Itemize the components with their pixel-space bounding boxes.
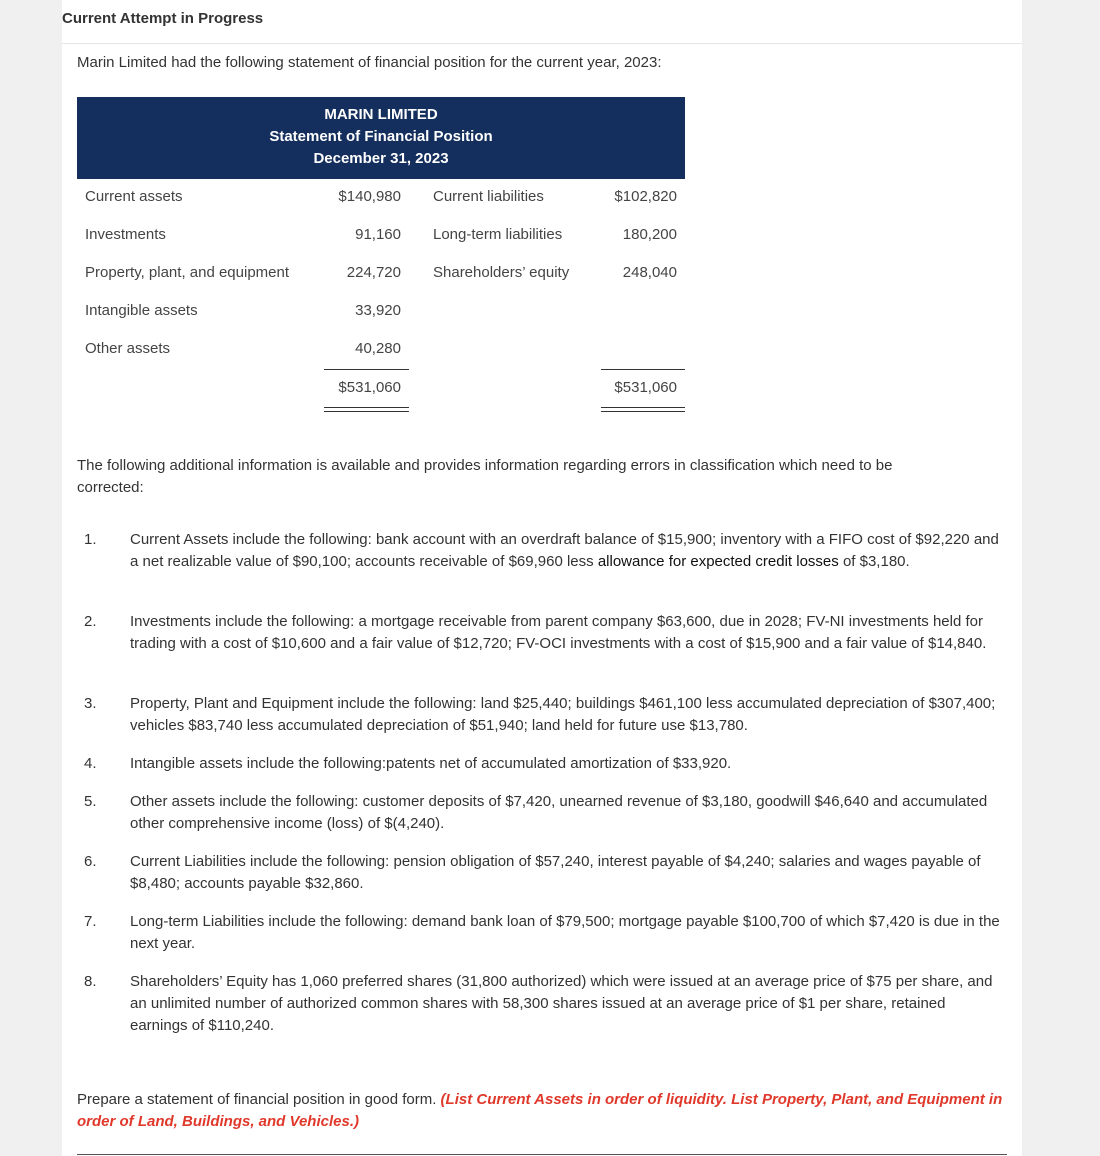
total-liabilities-equity: $531,060 <box>614 379 677 396</box>
asset-amount: 33,920 <box>355 302 401 319</box>
total-double-rule <box>324 407 409 412</box>
total-double-rule <box>601 407 685 412</box>
liability-amount: $102,820 <box>614 188 677 205</box>
instructions-emphasis: (List Current Assets in order of liquidity. List Property, Plant, and Equipment in order of Land, Buildings, and Vehicles.) <box>77 1091 1003 1130</box>
item-number: 2. <box>84 613 97 630</box>
liability-amount: 180,200 <box>622 226 677 243</box>
company-name: MARIN LIMITED <box>324 106 438 123</box>
asset-label: Other assets <box>85 340 171 357</box>
statement-row <box>77 293 685 331</box>
item-text-end: of $3,180. <box>838 553 910 570</box>
item-text: Long-term Liabilities include the following: demand bank loan of $79,500; mortgage payable $100,700 of which $7,420 is due in the next year. <box>130 913 1000 952</box>
item-text: Current Liabilities include the following: pension obligation of $57,240, interest payable of $4,240; salaries and wages payable of $8,480; accounts payable $32,860. <box>130 853 981 892</box>
asset-label: Investments <box>85 226 166 243</box>
item-number: 8. <box>84 973 97 990</box>
statement-total-row <box>77 370 685 408</box>
asset-label: Property, plant, and equipment <box>85 264 290 281</box>
asset-label: Current assets <box>85 188 183 205</box>
item-number: 3. <box>84 695 97 712</box>
glossary-link[interactable]: allowance for expected credit losses <box>597 553 839 570</box>
instructions-text: Prepare a statement of financial position in good form. <box>77 1091 441 1108</box>
asset-label: Intangible assets <box>85 302 198 319</box>
item-number: 7. <box>84 913 97 930</box>
item-text <box>130 529 1005 573</box>
statement-row <box>77 179 685 217</box>
divider <box>77 1154 1007 1155</box>
liability-label: Current liabilities <box>433 188 544 205</box>
item-number: 1. <box>84 531 97 548</box>
divider <box>62 43 1022 44</box>
asset-amount: 40,280 <box>355 340 401 357</box>
item-text: Investments include the following: a mortgage receivable from parent company $63,600, due in 2028; FV-NI investments held for trading with a cost of $10,600 and a fair value of $12,720; FV-OCI investments with a cost of $15,900 and a fair value of $14,840. <box>130 613 987 652</box>
item-number: 4. <box>84 755 97 772</box>
item-text: Other assets include the following: customer deposits of $7,420, unearned revenue of $3,180, goodwill $46,640 and accumulated other comprehensive income (loss) of $(4,240). <box>130 793 988 832</box>
item-text-start: Current Assets include the following: bank account with an overdraft balance of $15,900; inventory with a FIFO cost of $92,220 and a net realizable value of $90,100; accounts receivable of $69,960 less <box>130 531 999 570</box>
item-number: 6. <box>84 853 97 870</box>
equity-label: Shareholders’ equity <box>433 264 570 281</box>
instructions <box>77 1089 1007 1133</box>
additional-info-text: The following additional information is available and provides information regarding errors in classification which need to be corrected: <box>77 457 893 496</box>
statement-header <box>77 97 685 179</box>
item-number: 5. <box>84 793 97 810</box>
intro-text: Marin Limited had the following statement of financial position for the current year, 2023: <box>77 54 662 71</box>
statement-row <box>77 217 685 255</box>
item-text: Intangible assets include the following:patents net of accumulated amortization of $33,920. <box>130 755 732 772</box>
statement-row <box>77 331 685 369</box>
statement-date: December 31, 2023 <box>313 150 449 167</box>
equity-amount: 248,040 <box>622 264 677 281</box>
total-assets: $531,060 <box>338 379 401 396</box>
item-text: Property, Plant and Equipment include the following: land $25,440; buildings $461,100 less accumulated depreciation of $307,400; vehicles $83,740 less accumulated depreciation of $51,940; land held for future use $13,780. <box>130 695 996 734</box>
asset-amount: $140,980 <box>338 188 401 205</box>
item-text: Shareholders’ Equity has 1,060 preferred shares (31,800 authorized) which were issued at an average price of $75 per share, and an unlimited number of authorized common shares with 58,300 shares issued at an average price of $1 per share, retained earnings of $110,240. <box>130 973 993 1034</box>
attempt-status: Current Attempt in Progress <box>62 10 264 27</box>
statement-row <box>77 255 685 293</box>
liability-label: Long-term liabilities <box>433 226 563 243</box>
statement-title: Statement of Financial Position <box>269 128 493 145</box>
asset-amount: 224,720 <box>346 264 401 281</box>
asset-amount: 91,160 <box>355 226 401 243</box>
